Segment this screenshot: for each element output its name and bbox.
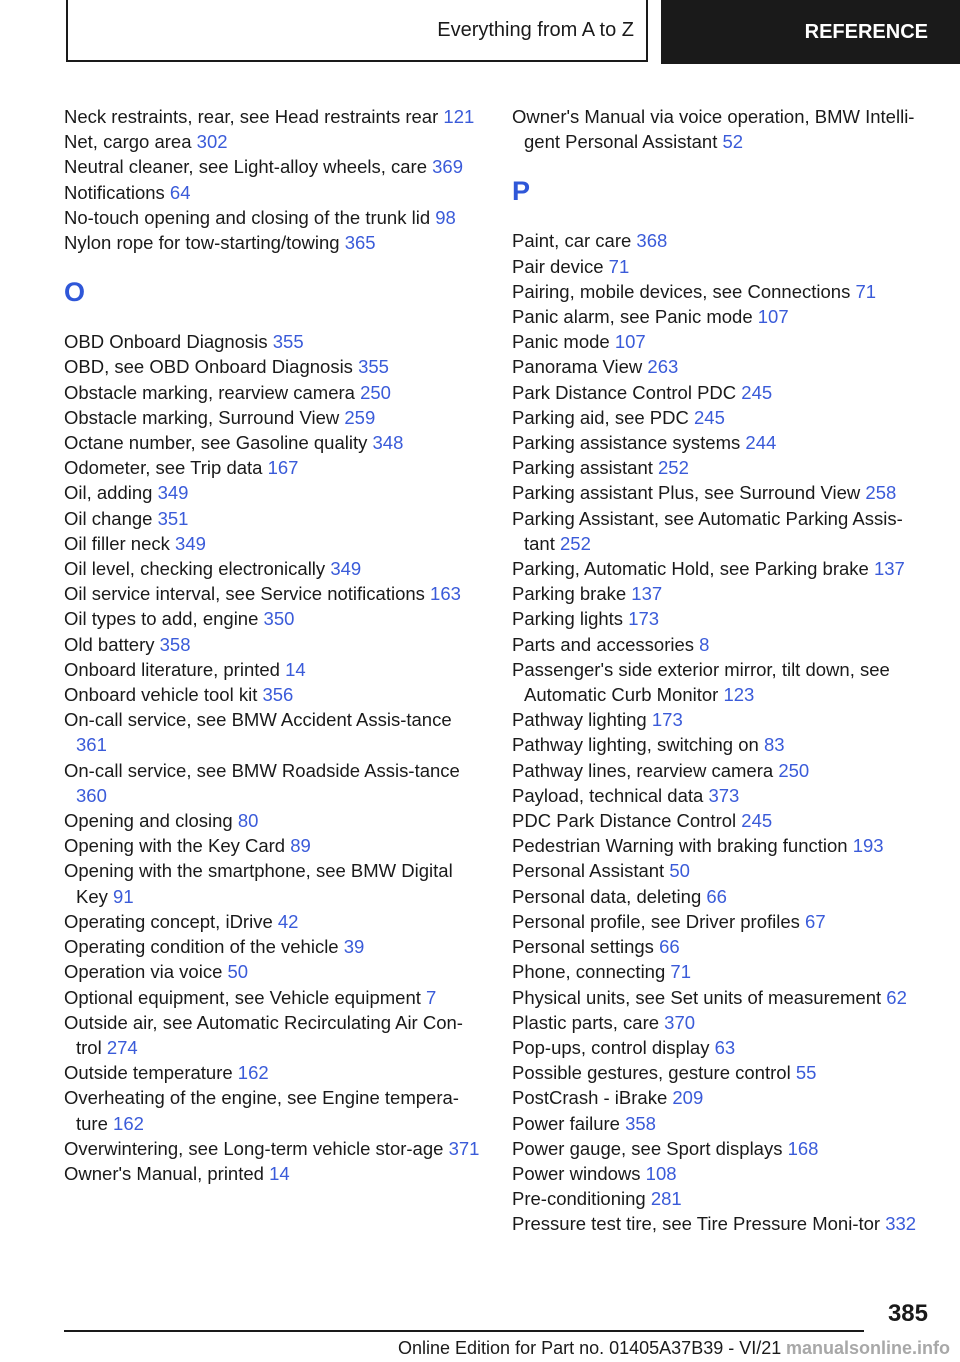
index-entry	[64, 959, 484, 984]
entry-text: Paint, car care	[512, 230, 632, 252]
index-entry	[512, 455, 932, 480]
entry-text: Passenger's side exterior mirror, tilt down, see Automatic Curb Monitor	[512, 658, 890, 706]
page-reference-link[interactable]: 355	[272, 331, 304, 353]
entry-text: Onboard literature, printed	[64, 658, 280, 680]
page-reference-link[interactable]: 332	[885, 1213, 917, 1235]
entry-text: Operation via voice	[64, 961, 223, 983]
index-entry	[512, 657, 932, 707]
footer-divider	[64, 1330, 864, 1332]
index-entry	[512, 808, 932, 833]
entry-text: Parking aid, see PDC	[512, 406, 689, 428]
entry-text: Personal settings	[512, 936, 654, 958]
page-reference-link[interactable]: 14	[269, 1162, 290, 1184]
index-entry	[512, 254, 932, 279]
entry-text: Overwintering, see Long-term vehicle stor-age	[64, 1137, 444, 1159]
page-reference-link[interactable]: 370	[664, 1011, 696, 1033]
index-entry	[512, 556, 932, 581]
page-reference-link[interactable]: 368	[636, 230, 668, 252]
page-reference-link[interactable]: 83	[763, 734, 785, 756]
entry-text: Outside air, see Automatic Recirculating Air Con-trol	[64, 1011, 463, 1058]
index-entry	[64, 1010, 484, 1060]
page-reference-link[interactable]: 281	[650, 1188, 682, 1210]
page-reference-link[interactable]: 50	[227, 961, 249, 983]
page-reference-link[interactable]: 80	[237, 810, 259, 832]
section-title: Everything from A to Z	[437, 18, 634, 41]
entry-text: Panic alarm, see Panic mode	[512, 306, 753, 328]
index-entry	[64, 707, 484, 757]
entry-text: Payload, technical data	[512, 784, 704, 806]
index-entry	[512, 1010, 932, 1035]
page-reference-link[interactable]: 173	[651, 709, 683, 731]
entry-text: Panic mode	[512, 331, 610, 353]
entry-text: Oil, adding	[64, 482, 153, 504]
index-entry	[512, 581, 932, 606]
tab-label: REFERENCE	[804, 20, 928, 43]
page-reference-link[interactable]: 162	[237, 1062, 269, 1084]
index-entry	[64, 354, 484, 379]
page-reference-link[interactable]: 42	[277, 910, 299, 932]
index-entry	[64, 632, 484, 657]
entry-text: Parking Assistant, see Automatic Parking Assis-tant	[512, 507, 903, 554]
entry-text: On-call service, see BMW Roadside Assis-tance	[64, 759, 460, 781]
entry-text: Parts and accessories	[512, 633, 695, 655]
entry-text: OBD Onboard Diagnosis	[64, 331, 268, 353]
entry-text: Neck restraints, rear, see Head restraints rear	[64, 106, 439, 127]
index-entry	[512, 279, 932, 304]
page-reference-link[interactable]: 7	[426, 986, 437, 1008]
index-entry	[512, 833, 932, 858]
index-entry	[64, 1085, 484, 1135]
index-entry	[512, 104, 932, 154]
index-entry	[512, 480, 932, 505]
index-entry	[64, 405, 484, 430]
entry-text: Notifications	[64, 181, 165, 203]
page-reference-link[interactable]: 137	[631, 583, 663, 605]
index-entry	[64, 808, 484, 833]
entry-text: Power failure	[512, 1112, 620, 1134]
entry-text: Parking assistant Plus, see Surround View	[512, 482, 861, 504]
index-entry	[512, 329, 932, 354]
index-entry	[64, 682, 484, 707]
entry-text: Operating condition of the vehicle	[64, 936, 339, 958]
index-column-right	[512, 104, 932, 1237]
entry-text: Odometer, see Trip data	[64, 457, 263, 479]
page-reference-link[interactable]: 107	[614, 331, 646, 353]
page-reference-link[interactable]: 245	[741, 810, 773, 832]
entry-text: Pathway lighting	[512, 709, 647, 731]
entry-text: Obstacle marking, rearview camera	[64, 381, 355, 403]
entry-text: Net, cargo area	[64, 131, 192, 153]
index-entry	[64, 1161, 484, 1186]
page-reference-link[interactable]: 98	[435, 206, 456, 228]
entry-text: Personal Assistant	[512, 860, 665, 882]
index-entry	[512, 934, 932, 959]
entry-text: Obstacle marking, Surround View	[64, 406, 340, 428]
entry-text: Parking brake	[512, 583, 627, 605]
index-entry	[64, 104, 484, 129]
page-reference-link[interactable]: 356	[262, 684, 294, 706]
header-tab	[661, 0, 960, 64]
entry-text: Phone, connecting	[512, 961, 666, 983]
entry-text: Possible gestures, gesture control	[512, 1062, 791, 1084]
index-entry	[512, 732, 932, 757]
page-reference-link[interactable]: 358	[159, 633, 191, 655]
page-reference-link[interactable]: 168	[787, 1137, 819, 1159]
entry-text: Pair device	[512, 255, 604, 277]
index-entry	[64, 380, 484, 405]
index-entry	[64, 1060, 484, 1085]
index-entry	[512, 304, 932, 329]
entry-text: Pairing, mobile devices, see Connections	[512, 280, 851, 302]
page-reference-link[interactable]: 137	[873, 558, 905, 580]
index-entry	[512, 380, 932, 405]
entry-text: On-call service, see BMW Accident Assis-tance	[64, 709, 452, 731]
index-entry	[512, 884, 932, 909]
page-reference-link[interactable]: 361	[76, 734, 107, 756]
page-reference-link[interactable]: 163	[430, 583, 461, 605]
page-reference-link[interactable]: 250	[360, 381, 391, 403]
index-entry	[512, 1136, 932, 1161]
page-reference-link[interactable]: 259	[344, 406, 376, 428]
page-reference-link[interactable]: 209	[672, 1087, 704, 1109]
page-reference-link[interactable]: 89	[290, 835, 311, 857]
index-entry	[512, 959, 932, 984]
index-entry	[64, 909, 484, 934]
entry-text: Oil level, checking electronically	[64, 558, 326, 580]
index-entry	[64, 506, 484, 531]
entry-text: PDC Park Distance Control	[512, 810, 737, 832]
index-entry	[64, 480, 484, 505]
entry-text: Personal data, deleting	[512, 885, 702, 907]
page-reference-link[interactable]: 173	[628, 608, 660, 630]
index-entry	[64, 154, 484, 179]
index-entry	[64, 657, 484, 682]
index-entry	[64, 230, 484, 255]
entry-text: Opening and closing	[64, 810, 233, 832]
entry-text: Old battery	[64, 633, 155, 655]
header-section-box	[66, 0, 648, 62]
page-reference-link[interactable]: 71	[608, 255, 630, 277]
index-entry	[512, 985, 932, 1010]
index-entry	[64, 1136, 484, 1161]
page-reference-link[interactable]: 263	[647, 356, 679, 378]
index-entry	[64, 985, 484, 1010]
page-reference-link[interactable]: 360	[76, 784, 107, 806]
index-entry	[64, 758, 484, 808]
index-entry	[512, 632, 932, 657]
page-reference-link[interactable]: 167	[267, 457, 299, 479]
page-reference-link[interactable]: 349	[157, 482, 189, 504]
index-entry	[512, 783, 932, 808]
index-entry	[512, 1186, 932, 1211]
entry-text: Pedestrian Warning with braking function	[512, 835, 848, 857]
page-reference-link[interactable]: 8	[699, 633, 710, 655]
index-entry	[512, 1211, 932, 1236]
page-reference-link[interactable]: 358	[625, 1112, 656, 1134]
page-reference-link[interactable]: 55	[795, 1062, 817, 1084]
page-reference-link[interactable]: 350	[263, 608, 295, 630]
index-entry	[512, 858, 932, 883]
page-reference-link[interactable]: 258	[865, 482, 897, 504]
page-reference-link[interactable]: 62	[886, 986, 907, 1008]
page-reference-link[interactable]: 91	[113, 885, 134, 907]
entry-text: Owner's Manual, printed	[64, 1162, 264, 1184]
entry-text: Oil filler neck	[64, 532, 170, 554]
index-entry	[64, 455, 484, 480]
entry-text: Oil change	[64, 507, 153, 529]
entry-text: Power gauge, see Sport displays	[512, 1137, 783, 1159]
index-entry	[512, 1161, 932, 1186]
page-reference-link[interactable]: 67	[805, 910, 826, 932]
entry-text: Pressure test tire, see Tire Pressure Moni-tor	[512, 1213, 881, 1235]
page-reference-link[interactable]: 64	[169, 181, 191, 203]
page-reference-link[interactable]: 71	[855, 280, 877, 302]
index-entry	[64, 129, 484, 154]
entry-text: Oil service interval, see Service notifications	[64, 583, 425, 605]
page-reference-link[interactable]: 162	[113, 1112, 144, 1134]
entry-text: Optional equipment, see Vehicle equipment	[64, 986, 421, 1008]
entry-text: Nylon rope for tow-starting/towing	[64, 232, 340, 254]
entry-text: OBD, see OBD Onboard Diagnosis	[64, 356, 353, 378]
page-reference-link[interactable]: 245	[694, 406, 725, 428]
page-reference-link[interactable]: 349	[330, 558, 362, 580]
page-reference-link[interactable]: 365	[344, 232, 376, 254]
page-reference-link[interactable]: 373	[708, 784, 740, 806]
page-reference-link[interactable]: 369	[432, 156, 464, 178]
index-entry	[512, 354, 932, 379]
index-column-left	[64, 104, 484, 1186]
entry-text: Overheating of the engine, see Engine tempera-ture	[64, 1087, 459, 1134]
entry-text: Pre-conditioning	[512, 1188, 646, 1210]
index-letter-heading: P	[512, 176, 531, 207]
index-entry	[512, 1085, 932, 1110]
page-reference-link[interactable]: 63	[714, 1036, 736, 1058]
index-entry	[512, 1035, 932, 1060]
index-entry	[64, 430, 484, 455]
index-entry	[64, 180, 484, 205]
index-letter-heading: O	[64, 277, 86, 308]
page-reference-link[interactable]: 121	[443, 106, 475, 127]
page-reference-link[interactable]: 71	[670, 961, 691, 983]
entry-text: Onboard vehicle tool kit	[64, 684, 258, 706]
page-reference-link[interactable]: 351	[157, 507, 189, 529]
page-reference-link[interactable]: 39	[343, 936, 365, 958]
index-entry	[64, 833, 484, 858]
page-reference-link[interactable]: 14	[285, 658, 306, 680]
entry-text: Octane number, see Gasoline quality	[64, 432, 368, 454]
page-reference-link[interactable]: 108	[645, 1162, 677, 1184]
page-reference-link[interactable]: 66	[659, 936, 680, 958]
entry-text: Opening with the smartphone, see BMW Digital Key	[64, 860, 453, 907]
page-reference-link[interactable]: 302	[196, 131, 228, 153]
index-entry	[512, 430, 932, 455]
index-entry	[512, 228, 932, 253]
index-entry	[64, 606, 484, 631]
page-reference-link[interactable]: 355	[358, 356, 389, 378]
entry-text: Parking assistance systems	[512, 432, 741, 454]
index-entry	[64, 205, 484, 230]
page-reference-link[interactable]: 50	[669, 860, 690, 882]
entry-text: Physical units, see Set units of measurement	[512, 986, 882, 1008]
page-reference-link[interactable]: 250	[778, 759, 810, 781]
entry-text: Owner's Manual via voice operation, BMW Intelli-gent Personal Assistant	[512, 106, 915, 153]
entry-text: Oil types to add, engine	[64, 608, 259, 630]
entry-text: Personal profile, see Driver profiles	[512, 910, 800, 932]
page-number: 385	[887, 1300, 928, 1327]
entry-text: Plastic parts, care	[512, 1011, 660, 1033]
index-entry	[64, 858, 484, 908]
index-entry	[512, 405, 932, 430]
page-reference-link[interactable]: 274	[106, 1036, 138, 1058]
index-entry	[512, 909, 932, 934]
index-entry	[512, 1060, 932, 1085]
page-reference-link[interactable]: 66	[706, 885, 727, 907]
entry-text: Park Distance Control PDC	[512, 381, 737, 403]
page-reference-link[interactable]: 252	[560, 532, 591, 554]
entry-text: Operating concept, iDrive	[64, 910, 273, 932]
page-reference-link[interactable]: 244	[745, 432, 777, 454]
entry-text: Power windows	[512, 1162, 641, 1184]
index-entry	[64, 531, 484, 556]
watermark: manualsonline.info	[785, 1338, 950, 1358]
page-reference-link[interactable]: 193	[852, 835, 884, 857]
page-reference-link[interactable]: 348	[372, 432, 404, 454]
index-entry	[64, 581, 484, 606]
entry-text: No-touch opening and closing of the trunk lid	[64, 206, 431, 228]
page-reference-link[interactable]: 52	[722, 131, 744, 153]
page-reference-link[interactable]: 123	[723, 684, 755, 706]
index-entry	[512, 1111, 932, 1136]
entry-text: PostCrash - iBrake	[512, 1087, 668, 1109]
page-reference-link[interactable]: 107	[757, 306, 789, 328]
entry-text: Pathway lighting, switching on	[512, 734, 759, 756]
entry-text: Opening with the Key Card	[64, 835, 286, 857]
index-entry	[512, 506, 932, 556]
index-entry	[512, 606, 932, 631]
page-reference-link[interactable]: 371	[448, 1137, 480, 1159]
index-entry	[64, 329, 484, 354]
page-reference-link[interactable]: 349	[175, 532, 206, 554]
entry-text: Panorama View	[512, 356, 643, 378]
entry-text: Parking assistant	[512, 457, 653, 479]
entry-text: Parking, Automatic Hold, see Parking brake	[512, 558, 869, 580]
entry-text: Pop-ups, control display	[512, 1036, 710, 1058]
index-entry	[512, 758, 932, 783]
page-reference-link[interactable]: 245	[741, 381, 773, 403]
index-entry	[64, 934, 484, 959]
index-entry	[64, 556, 484, 581]
index-entry	[512, 707, 932, 732]
entry-text: Neutral cleaner, see Light-alloy wheels, care	[64, 156, 427, 178]
entry-text: Outside temperature	[64, 1062, 233, 1084]
entry-text: Parking lights	[512, 608, 624, 630]
entry-text: Pathway lines, rearview camera	[512, 759, 774, 781]
edition-text: Online Edition for Part no. 01405A37B39 - VI/21	[398, 1338, 782, 1358]
page-reference-link[interactable]: 252	[658, 457, 689, 479]
